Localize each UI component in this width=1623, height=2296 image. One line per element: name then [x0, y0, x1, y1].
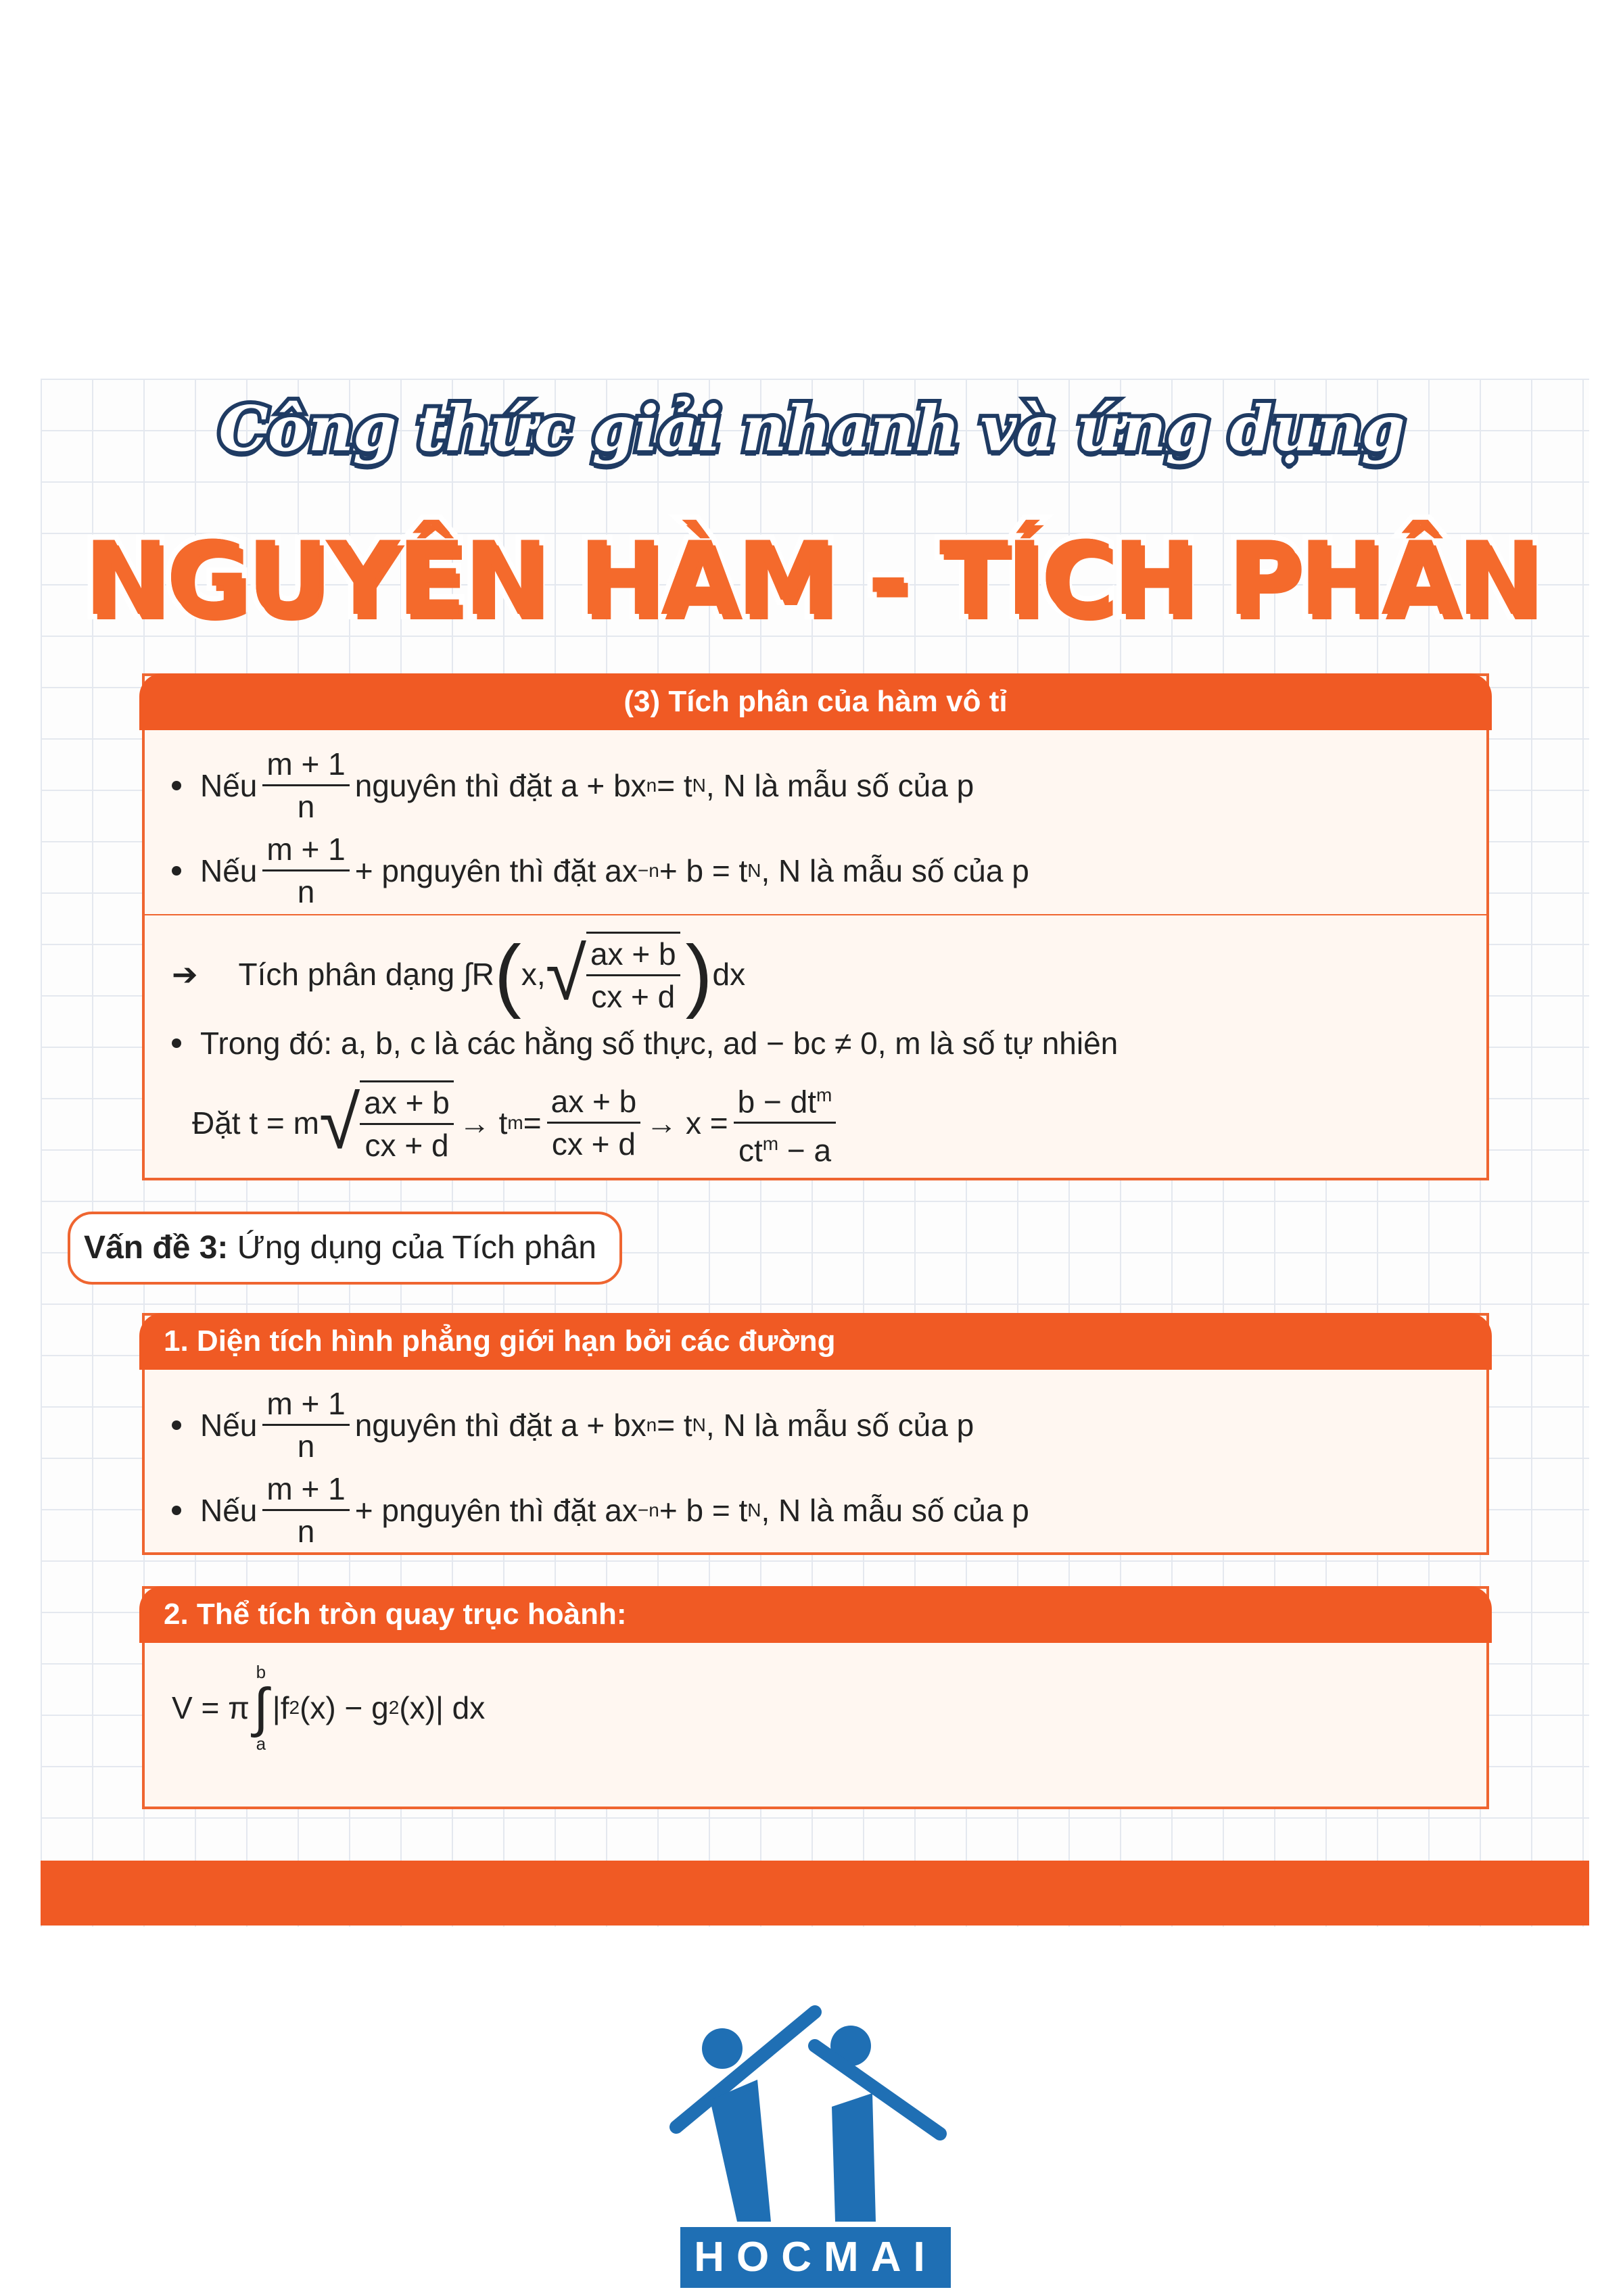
integral-form-text: Tích phân dạng ∫R	[238, 957, 494, 992]
integral-form-inner: x,	[521, 957, 546, 992]
exponent: 2	[388, 1697, 400, 1718]
where-text: Trong đó: a, b, c là các hằng số thực, ad − bc ≠ 0, m là số tự nhiên	[200, 1026, 1119, 1061]
fraction-denominator: n	[297, 874, 315, 909]
fraction	[547, 1081, 641, 1164]
exponent: m	[816, 1084, 832, 1105]
bullet-icon	[172, 1038, 181, 1048]
box-area	[142, 1313, 1489, 1555]
bullet-icon	[172, 866, 181, 876]
radical-icon: √	[319, 1080, 360, 1164]
subst-lead: Đặt t = m	[192, 1105, 319, 1141]
where-line	[172, 1025, 1118, 1061]
radical-icon: √	[545, 932, 586, 1015]
rule-text: nguyên thì đặt a + bx	[354, 1407, 646, 1443]
fraction	[262, 1383, 349, 1466]
box-irrational-integral	[142, 673, 1489, 1180]
rule-text: + b = t	[659, 1492, 748, 1528]
rule-text: , N là mẫu số của p	[705, 1407, 974, 1443]
fraction-denominator: n	[297, 1429, 315, 1464]
upper-limit: b	[256, 1662, 266, 1682]
lower-limit: a	[256, 1733, 266, 1754]
exponent: N	[747, 859, 761, 881]
bullet-icon	[172, 781, 181, 790]
box-heading: 1. Diện tích hình phẳng giới hạn bởi các đường	[139, 1313, 1492, 1370]
integrand: (x) − g	[300, 1690, 389, 1725]
exponent: N	[692, 1414, 706, 1435]
rule-lead: Nếu	[200, 1407, 258, 1443]
exponent: N	[692, 774, 706, 796]
integral-form-line	[172, 929, 746, 1020]
fraction-numerator: ax + b	[586, 934, 680, 976]
topic-label	[68, 1212, 622, 1285]
rule-text: = t	[657, 767, 692, 803]
page-subtitle: Công thức giải nhanh và ứng dụng	[218, 392, 1405, 465]
fraction-denominator: n	[297, 789, 315, 824]
topic-number: Vấn đề 3:	[84, 1230, 229, 1266]
fraction-numerator: m + 1	[262, 829, 349, 871]
exponent: n	[646, 774, 657, 796]
rule-line-1	[172, 1383, 974, 1466]
divider	[145, 914, 1486, 915]
hocmai-logo-text: HOCMAI	[680, 2227, 951, 2288]
rule-text: + b = t	[659, 853, 748, 888]
arrow-icon: ➔	[172, 957, 198, 992]
page-title: NGUYÊN HÀM - TÍCH PHÂN	[84, 521, 1539, 638]
subst-arrow-text: → t	[458, 1105, 508, 1141]
exponent: m	[762, 1133, 779, 1155]
footer-bar	[41, 1861, 1589, 1926]
fraction	[262, 829, 349, 912]
fraction-numerator: m + 1	[262, 1468, 349, 1511]
volume-formula	[172, 1663, 485, 1752]
fraction-numerator: m + 1	[262, 744, 349, 786]
rule-text: nguyên thì đặt a + bx	[354, 767, 646, 803]
integral-sign	[254, 1663, 268, 1752]
rule-text: = t	[657, 1407, 692, 1443]
topic-text: Ứng dụng của Tích phân	[228, 1230, 596, 1266]
paren-left: (	[494, 929, 521, 1020]
substitution-line	[192, 1075, 841, 1171]
rule-lead: Nếu	[200, 853, 258, 888]
rule-text: + pnguyên thì đặt ax	[354, 1492, 638, 1528]
fraction-denominator: cx + d	[364, 1127, 449, 1163]
rule-text: + pnguyên thì đặt ax	[354, 853, 638, 888]
rule-lead: Nếu	[200, 767, 258, 803]
rule-text: , N là mẫu số của p	[705, 767, 974, 803]
fraction-numerator: m + 1	[262, 1383, 349, 1426]
exponent: m	[507, 1111, 523, 1133]
integral-icon: ∫	[253, 1677, 268, 1738]
bullet-icon	[172, 1420, 181, 1430]
integrand: (x)| dx	[399, 1690, 486, 1725]
rule-text: , N là mẫu số của p	[761, 1492, 1029, 1528]
box-heading: (3) Tích phân của hàm vô tỉ	[139, 673, 1492, 730]
paren-right: )	[685, 929, 713, 1020]
denominator-text: ct	[738, 1132, 763, 1168]
box-heading: 2. Thể tích tròn quay trục hoành:	[139, 1586, 1492, 1643]
fraction-numerator: ax + b	[547, 1081, 641, 1124]
formula-lead: V = π	[172, 1690, 250, 1725]
numerator-text: b − dt	[737, 1084, 817, 1120]
fraction	[360, 1080, 454, 1166]
subst-arrow-text: → x =	[646, 1105, 728, 1141]
box-volume	[142, 1586, 1489, 1809]
exponent: N	[747, 1499, 761, 1521]
fraction	[262, 744, 349, 827]
denominator-tail: − a	[778, 1132, 832, 1168]
fraction-denominator: cx + d	[591, 979, 676, 1014]
bullet-icon	[172, 1506, 181, 1515]
fraction	[586, 932, 680, 1017]
fraction-denominator: n	[297, 1514, 315, 1549]
integral-form-tail: dx	[712, 957, 746, 992]
exponent: 2	[289, 1697, 300, 1718]
fraction-denominator: cx + d	[551, 1126, 636, 1162]
integrand: |f	[272, 1690, 289, 1725]
fraction	[734, 1075, 837, 1171]
fraction-numerator: ax + b	[360, 1082, 454, 1125]
rule-lead: Nếu	[200, 1492, 258, 1528]
fraction	[262, 1468, 349, 1552]
subst-equals: =	[523, 1105, 542, 1141]
exponent: −n	[637, 1499, 659, 1521]
exponent: −n	[637, 859, 659, 881]
exponent: n	[646, 1414, 657, 1435]
fraction-denominator	[734, 1124, 835, 1170]
rule-line-2	[172, 1468, 1029, 1552]
rule-line-1	[172, 744, 974, 827]
fraction-numerator	[734, 1075, 837, 1124]
rule-line-2	[172, 829, 1029, 912]
rule-text: , N là mẫu số của p	[761, 853, 1029, 888]
